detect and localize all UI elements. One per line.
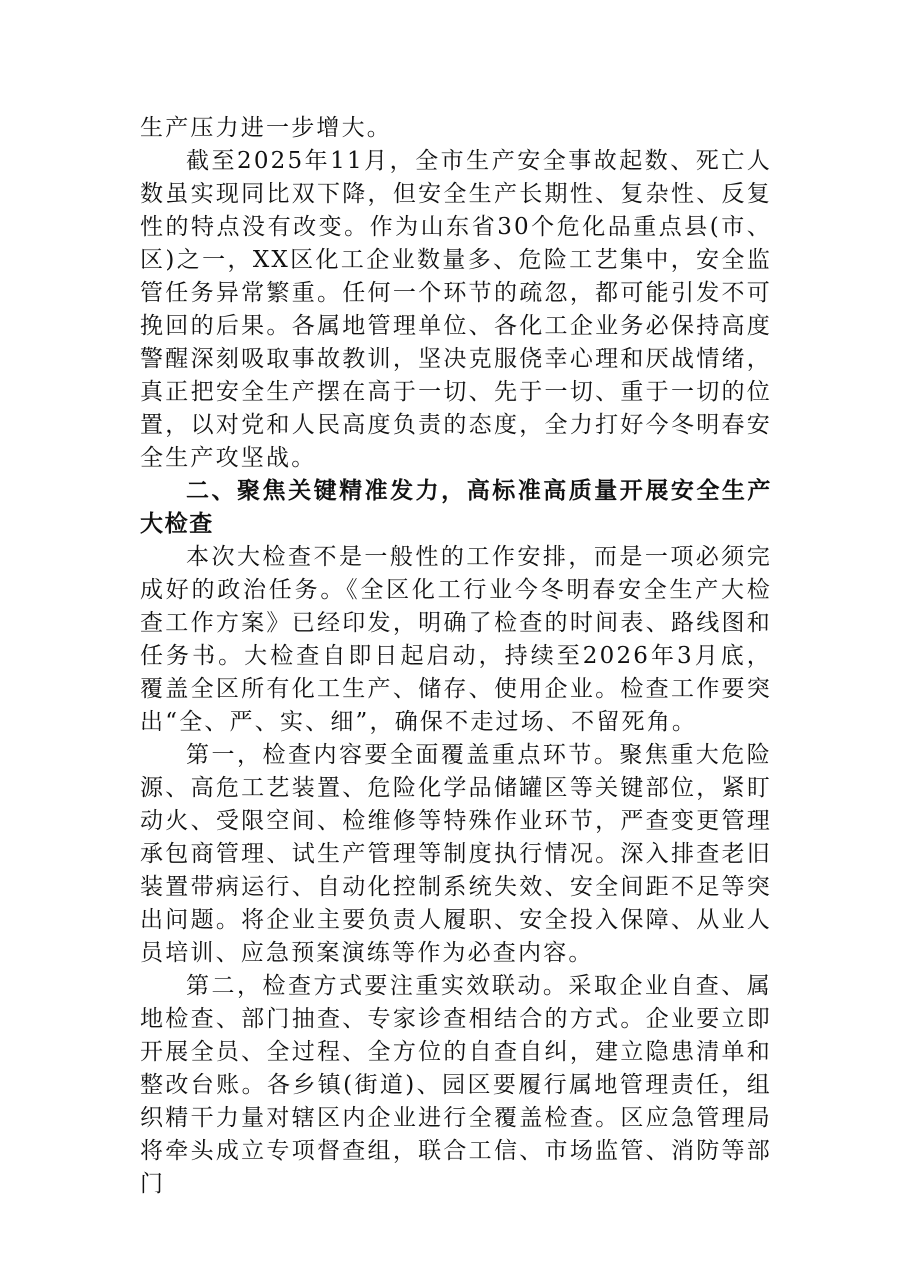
paragraph-accident-statistics: 截至2025年11月，全市生产安全事故起数、死亡人数虽实现同比双下降，但安全生产长期性、复杂性、反复性的特点没有改变。作为山东省30个危化品重点县(市、区)之一，XX区化工企业数量多、危险工艺集中，安全监管任务异常繁重。任何一个环节的疏忽，都可能引发不可挽回的后果。各属地管理单位、各化工企业务必保持高度警醒深刻吸取事故教训，坚决克服侥幸心理和厌战情绪，真正把安全生产摆在高于一切、先于一切、重于一切的位置，以对党和人民高度负责的态度，全力打好今冬明春安全生产攻坚战。 [140, 148, 772, 471]
paragraph-inspection-overview: 本次大检查不是一般性的工作安排，而是一项必须完成好的政治任务。《全区化工行业今冬明春安全生产大检查工作方案》已经印发，明确了检查的时间表、路线图和任务书。大检查自即日起启动，持续至2026年3月底，覆盖全区所有化工生产、储存、使用企业。检查工作要突出“全、严、实、细”，确保不走过场、不留死角。 [140, 544, 772, 735]
paragraph-inspection-method: 第二，检查方式要注重实效联动。采取企业自查、属地检查、部门抽查、专家诊查相结合的方式。企业要立即开展全员、全过程、全方位的自查自纠，建立隐患清单和整改台账。各乡镇(街道)、园区要履行属地管理责任，组织精干力量对辖区内企业进行全覆盖检查。区应急管理局将牵头成立专项督查组，联合工信、市场监管、消防等部门 [140, 973, 772, 1197]
paragraph-continuation: 生产压力进一步增大。 [140, 115, 392, 141]
paragraph-inspection-content: 第一，检查内容要全面覆盖重点环节。聚焦重大危险源、高危工艺装置、危险化学品储罐区等关键部位，紧盯动火、受限空间、检维修等特殊作业环节，严查变更管理承包商管理、试生产管理等制度执行情况。深入排查老旧装置带病运行、自动化控制系统失效、安全间距不足等突出问题。将企业主要负责人履职、安全投入保障、从业人员培训、应急预案演练等作为必查内容。 [140, 742, 772, 966]
document-body [140, 112, 772, 1201]
section-heading-inspection: 二、聚焦关键精准发力，高标准高质量开展安全生产大检查 [140, 478, 772, 537]
